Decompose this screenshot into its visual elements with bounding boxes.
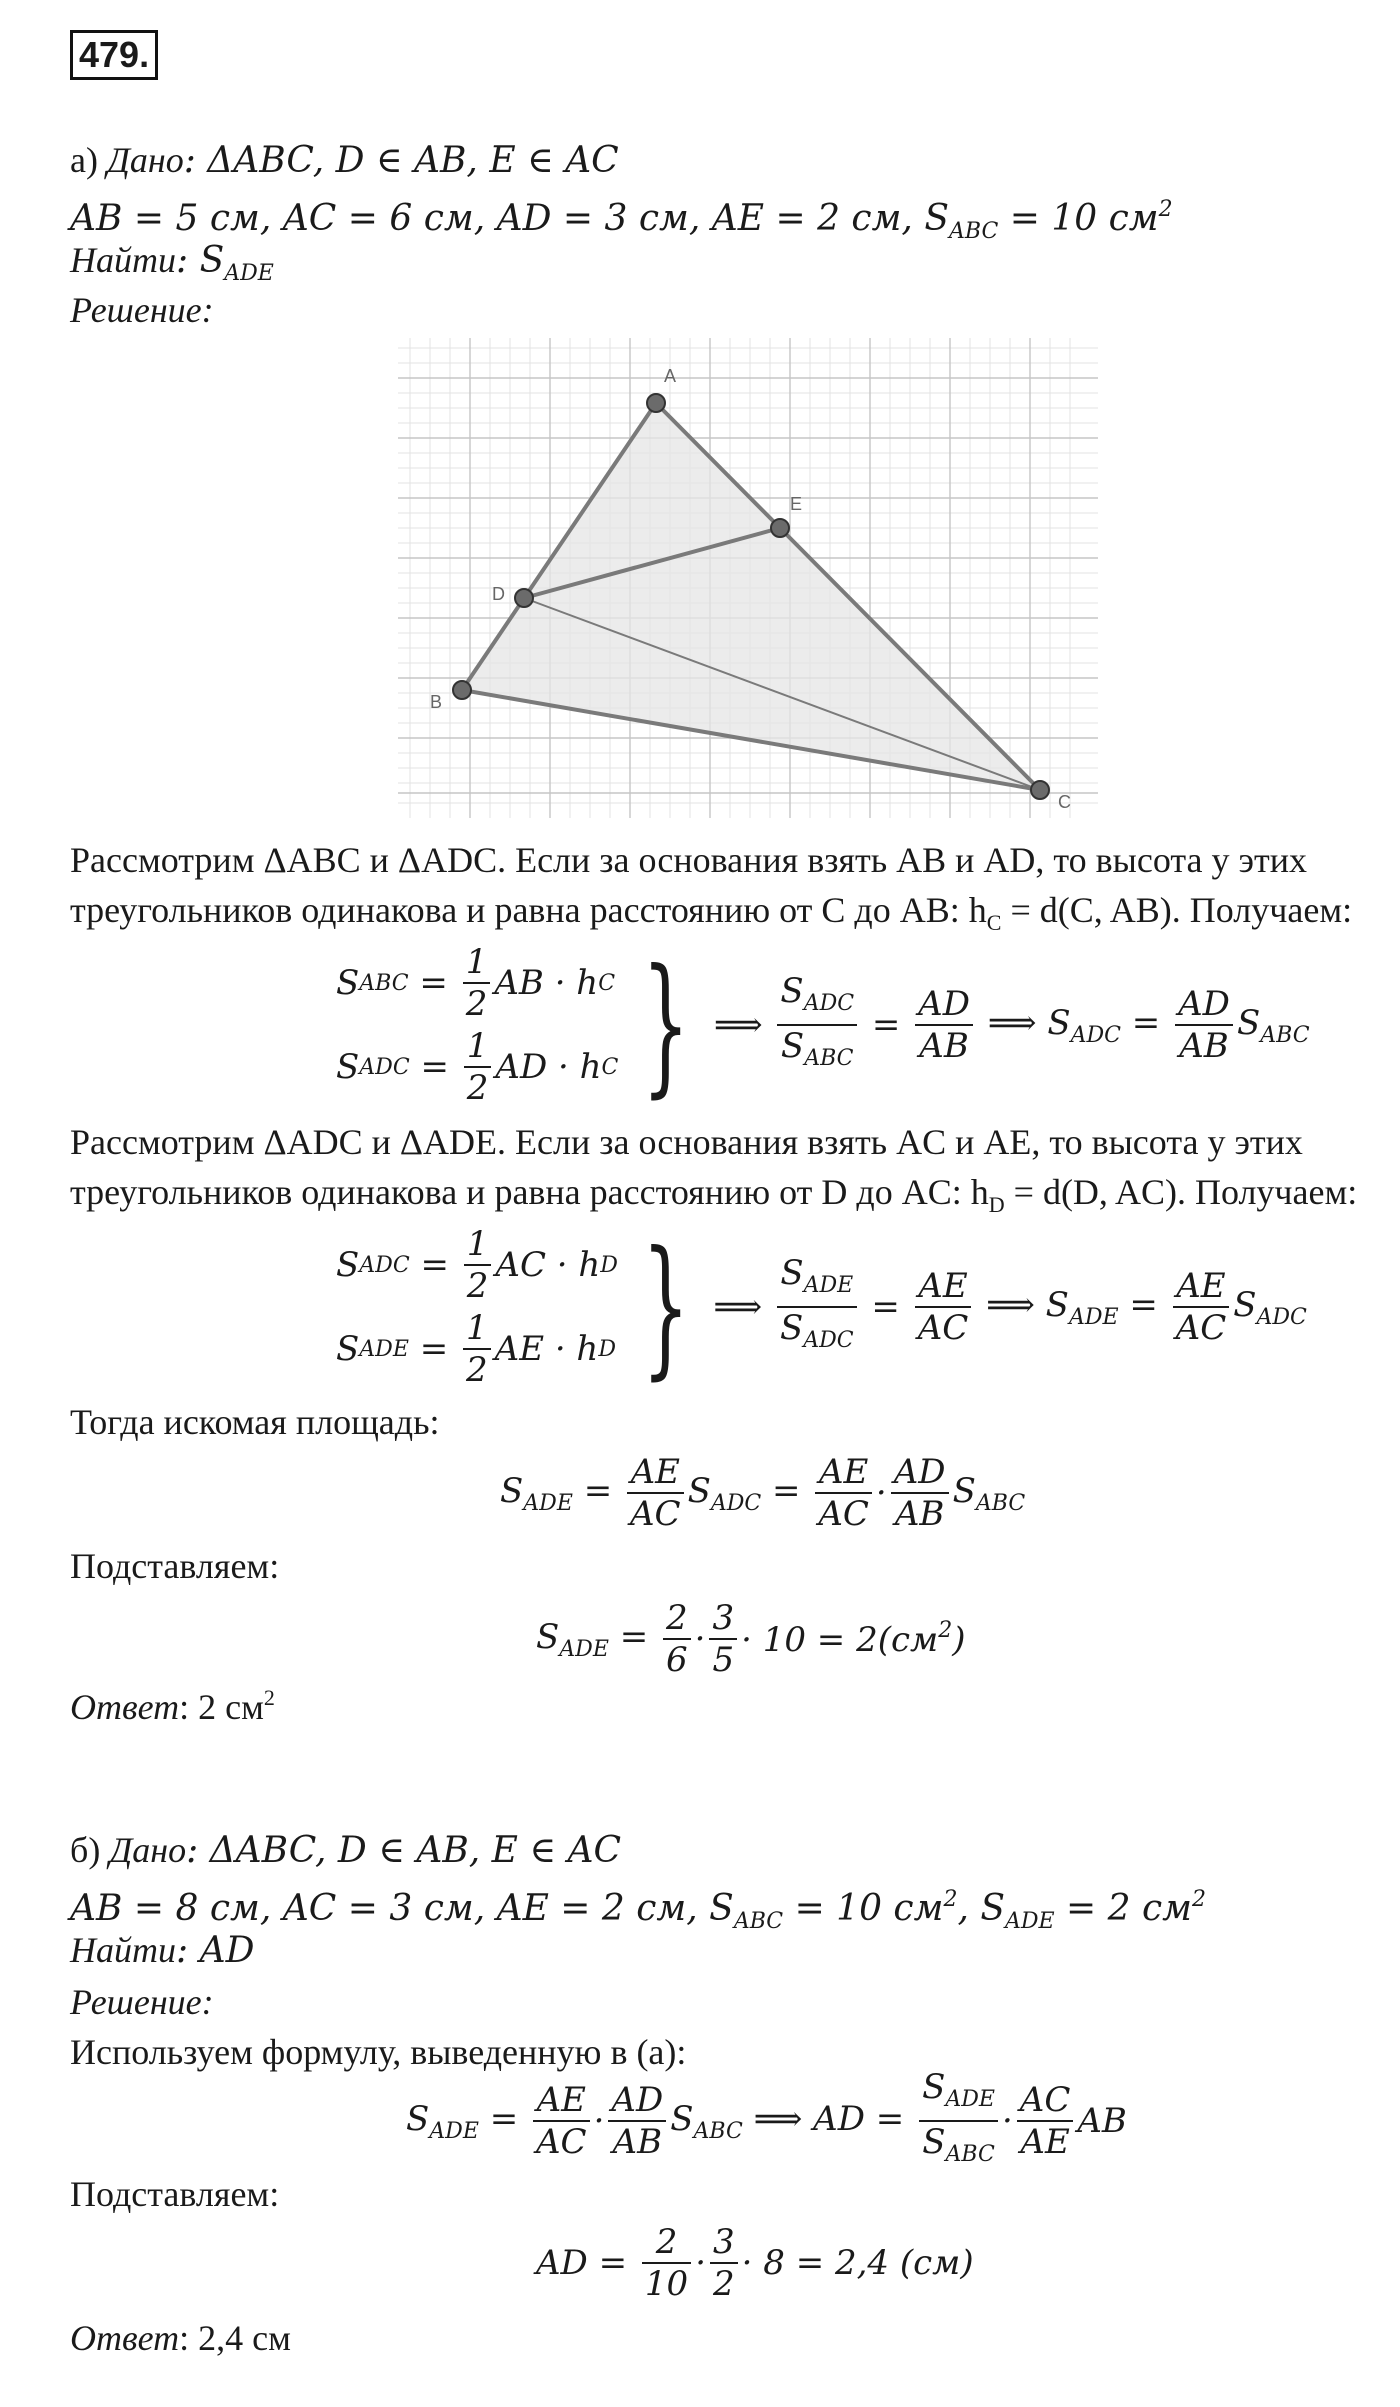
- formula-system-2: S ADC = $\frac{1}{2}$ AC · h D S ADE = $\frac{1}{2}$ AE · h D } ⟹ $\frac{S_{ADE}}{S_{ADC}}$ = $\frac{AE}{AC}$ ⟹ $S_{ADE}$ = $\frac{AE}{AC}$ $S_{ADC}$: [336, 1220, 1307, 1394]
- formula-substitute-a: $S_{ADE}$ = $\frac{2}{6}$ · $\frac{3}{5}$ · $10 = 2(см^2)$: [536, 1598, 966, 1680]
- formula-sade: $S_{ADE}$ = $\frac{AE}{AC}$ $S_{ADC}$ = $\frac{AE}{AC}$ · $\frac{AD}{AB}$ $S_{ABC}$: [500, 1452, 1026, 1534]
- answer-b: Ответ: 2,4 см: [70, 2318, 291, 2358]
- part-a-find: Найти: $S_{ADE}$: [70, 240, 274, 286]
- para1-line2: треугольников одинакова и равна расстоянию от C до AB: $h_C = d(C$, AB). Получаем:: [70, 890, 1353, 935]
- vertex-a: [647, 394, 665, 412]
- label-d: D: [492, 584, 505, 604]
- para2-line2: треугольников одинакова и равна расстоянию от D до AC: $h_D = d(D$, AC). Получаем:: [70, 1172, 1358, 1217]
- para1-line1: Рассмотрим ΔABC и ΔADC. Если за основания взять AB и AD, то высота у этих: [70, 840, 1307, 880]
- part-b-find: Найти: AD: [70, 1930, 255, 1971]
- substitute-text-a: Подставляем:: [70, 1546, 280, 1586]
- label-a: A: [664, 366, 677, 386]
- formula-system-1: S ABC = $\frac{1}{2}$ AB · h C S ADC = $\frac{1}{2}$ AD · h C } ⟹ $\frac{S_{ADC}}{S_{ABC}}$ = $\frac{AD}{AB}$ ⟹ $S_{ADC}$ = $\frac{AD}{AB}$ $S_{ABC}$: [336, 938, 1310, 1112]
- formula-substitute-b: AD = $\frac{2}{10}$ · $\frac{3}{2}$ · 8 = 2,4 (см): [536, 2222, 974, 2304]
- given-text: : ΔABC, D ∈ AB, E ∈ AC: [183, 140, 619, 181]
- use-formula-text: Используем формулу, выведенную в (а):: [70, 2032, 687, 2072]
- answer-a: Ответ: 2 $см^2$: [70, 1685, 275, 1727]
- triangle-abc-fill: [462, 403, 1040, 790]
- part-b-solution-label: Решение:: [70, 1982, 214, 2022]
- part-a-label: а): [70, 140, 98, 180]
- vertex-e: [771, 519, 789, 537]
- given-label: Дано: [106, 140, 184, 180]
- vertex-c: [1031, 781, 1049, 799]
- part-a-values: AB = 5 см, AC = 6 см, AD = 3 см, AE = 2 см, $S_{ABC} = 10$ $см^2$: [70, 197, 1173, 244]
- part-b-label: б): [70, 1830, 101, 1870]
- vertex-d: [515, 589, 533, 607]
- label-e: E: [790, 494, 803, 514]
- problem-number: 479.: [70, 30, 158, 80]
- formula-ad: $S_{ADE}$ = $\frac{AE}{AC}$ · $\frac{AD}{AB}$ $S_{ABC}$ ⟹ AD = $\frac{S_{ADE}}{S_{ABC}}$ · $\frac{AC}{AE}$ AB: [406, 2067, 1127, 2167]
- part-b-given: б) Дано: ΔABC, D ∈ AB, E ∈ AC: [70, 1830, 622, 1871]
- substitute-text-b: Подставляем:: [70, 2174, 280, 2214]
- label-b: B: [430, 692, 443, 712]
- vertex-b: [453, 681, 471, 699]
- triangle-figure: [398, 338, 1098, 818]
- then-text: Тогда искомая площадь:: [70, 1402, 440, 1442]
- part-a-given: [70, 138, 619, 183]
- label-c: C: [1058, 792, 1071, 812]
- part-a-solution-label: Решение:: [70, 290, 214, 330]
- part-b-values: AB = 8 см, AC = 3 см, AE = 2 см, $S_{ABC} = 10$ $см^2$, $S_{ADE} = 2$ $см^2$: [70, 1887, 1207, 1934]
- para2-line1: Рассмотрим ΔADC и ΔADE. Если за основания взять AC и AE, то высота у этих: [70, 1122, 1303, 1162]
